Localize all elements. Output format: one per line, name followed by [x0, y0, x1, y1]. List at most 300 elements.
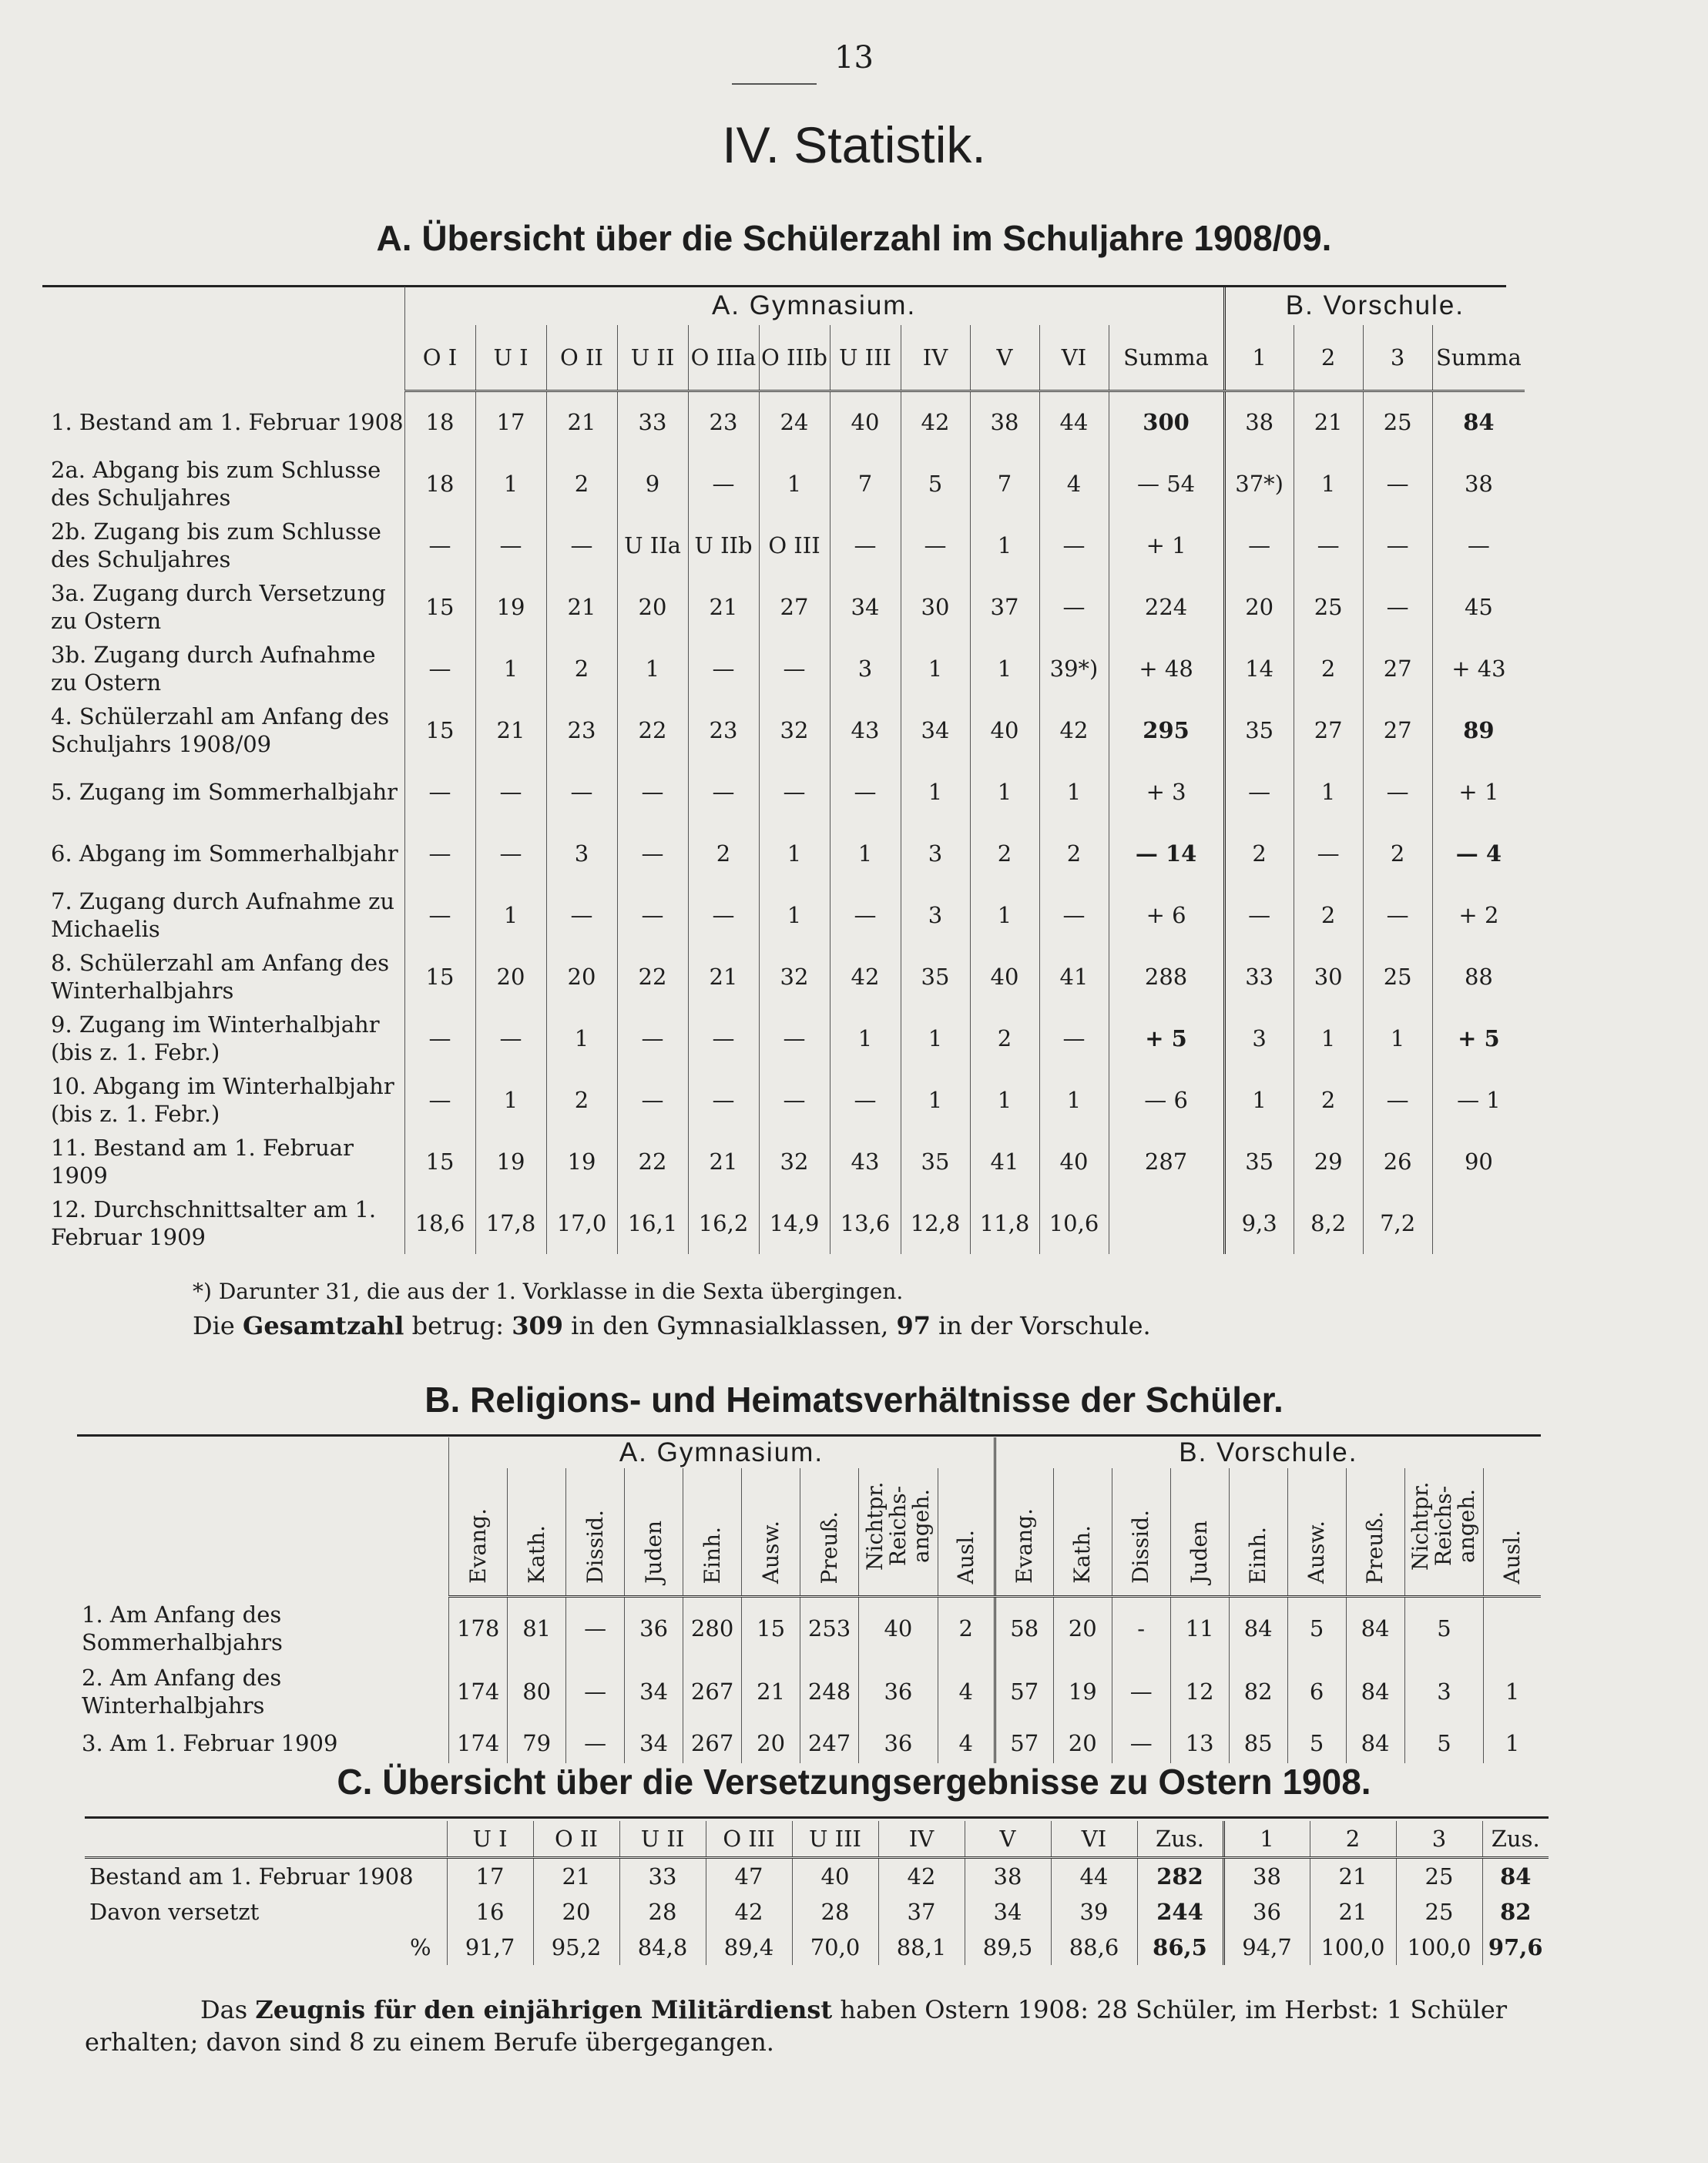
b-col-header-text: Preuß. [1362, 1511, 1388, 1584]
table-cell: — [1112, 1660, 1170, 1723]
table-cell: — [759, 761, 830, 823]
table-cell: 7,2 [1363, 1192, 1432, 1254]
table-cell: 16,2 [688, 1192, 759, 1254]
table-cell: 29 [1294, 1131, 1363, 1192]
a-col-header: Summa [1432, 325, 1525, 391]
table-cell: 267 [683, 1660, 742, 1723]
row-label: 5. Zugang im Sommerhalbjahr [51, 778, 398, 805]
table-cell: 17,0 [546, 1192, 617, 1254]
c-col-header: 1 [1223, 1821, 1310, 1858]
table-cell: 38 [1224, 391, 1294, 453]
table-cell: 18 [404, 391, 475, 453]
total-prefix: Die [193, 1311, 235, 1340]
table-cell: 1 [1484, 1723, 1541, 1763]
table-cell: 178 [449, 1597, 508, 1660]
table-cell: 40 [859, 1597, 938, 1660]
table-cell: 84 [1229, 1597, 1287, 1660]
b-col-header [625, 1468, 683, 1597]
table-cell [1484, 1597, 1541, 1660]
a-col-header: O IIIb [759, 325, 830, 391]
table-cell: 44 [1039, 391, 1109, 453]
table-cell: 21 [742, 1660, 800, 1723]
c-col-header: O II [533, 1821, 619, 1858]
table-cell: 88 [1432, 946, 1525, 1008]
table-cell: 5 [901, 453, 970, 515]
table-cell: 20 [475, 946, 546, 1008]
table-cell: — [759, 1069, 830, 1131]
table-cell: 27 [1363, 638, 1432, 699]
table-cell: 84 [1346, 1723, 1404, 1763]
table-cell: 19 [475, 576, 546, 638]
table-cell: 7 [830, 453, 901, 515]
table-cell: 36 [625, 1597, 683, 1660]
b-col-header-text: Ausl. [952, 1529, 978, 1584]
table-cell: 20 [533, 1894, 619, 1930]
table-cell: 1 [901, 761, 970, 823]
a-col-header: O II [546, 325, 617, 391]
table-cell: 17 [475, 391, 546, 453]
b-col-header-text: Dissid. [1128, 1510, 1154, 1584]
table-cell: 16,1 [617, 1192, 688, 1254]
table-cell: 7 [970, 453, 1039, 515]
table-cell: — [1224, 515, 1294, 576]
table-cell: 34 [901, 699, 970, 761]
table-cell: 2 [1224, 823, 1294, 884]
total-mid: betrug: [411, 1311, 505, 1340]
table-a-group-header [46, 287, 1525, 325]
table-cell: 39*) [1039, 638, 1109, 699]
table-row [85, 1894, 1549, 1930]
table-cell: — [404, 761, 475, 823]
b-col-header [1404, 1468, 1484, 1597]
b-col-header-text: Einh. [1245, 1526, 1271, 1584]
table-cell: — [1039, 515, 1109, 576]
table-cell: 19 [1053, 1660, 1112, 1723]
table-cell: 1 [1039, 1069, 1109, 1131]
page-heading: IV. Statistik. [722, 116, 986, 173]
table-cell: 32 [759, 946, 830, 1008]
row-label: 12. Durchschnittsalter am 1. Februar 1909 [51, 1196, 377, 1250]
table-cell: — [1039, 1008, 1109, 1069]
table-cell: 15 [404, 699, 475, 761]
table-c-column-header [85, 1821, 1549, 1858]
table-cell: 30 [1294, 946, 1363, 1008]
table-cell: 84,8 [619, 1930, 706, 1965]
table-cell: 38 [965, 1858, 1051, 1895]
table-cell: — [566, 1660, 625, 1723]
table-cell: — [1363, 453, 1432, 515]
table-cell: 57 [995, 1723, 1053, 1763]
b-col-header [1112, 1468, 1170, 1597]
a-col-header: 3 [1363, 325, 1432, 391]
table-cell: 11,8 [970, 1192, 1039, 1254]
table-cell: — [1039, 884, 1109, 946]
table-cell: 35 [901, 1131, 970, 1192]
b-col-header [859, 1468, 938, 1597]
table-cell: — [830, 884, 901, 946]
table-cell: — [1224, 761, 1294, 823]
row-label: Bestand am 1. Februar 1908 [89, 1863, 414, 1890]
row-label: 3a. Zugang durch Versetzung zu Ostern [51, 579, 386, 634]
table-cell: 100,0 [1310, 1930, 1396, 1965]
table-cell: 267 [683, 1723, 742, 1763]
row-label: 2a. Abgang bis zum Schlusse des Schuljahres [51, 456, 381, 511]
table-cell: 1 [759, 884, 830, 946]
table-cell: 1 [830, 1008, 901, 1069]
table-cell: 21 [1294, 391, 1363, 453]
table-cell: 6 [1287, 1660, 1346, 1723]
b-col-header-text: Dissid. [582, 1510, 608, 1584]
table-cell: 1 [1294, 761, 1363, 823]
closing-paragraph [85, 1994, 1564, 2058]
table-cell: 15 [742, 1597, 800, 1660]
table-cell: 288 [1109, 946, 1224, 1008]
table-cell: 34 [830, 576, 901, 638]
table-cell: 44 [1051, 1858, 1137, 1895]
table-cell: 40 [970, 946, 1039, 1008]
table-cell: 40 [792, 1858, 878, 1895]
table-cell: 25 [1396, 1858, 1482, 1895]
table-cell: 89,5 [965, 1930, 1051, 1965]
table-cell: — [617, 1008, 688, 1069]
a-col-header: V [970, 325, 1039, 391]
table-cell: — 54 [1109, 453, 1224, 515]
table-cell: 1 [970, 638, 1039, 699]
table-cell: 1 [970, 1069, 1039, 1131]
table-cell: 1 [617, 638, 688, 699]
table-cell: 1 [1484, 1660, 1541, 1723]
table-cell: 80 [508, 1660, 566, 1723]
c-col-header: Zus. [1482, 1821, 1549, 1858]
table-cell: 5 [1404, 1723, 1484, 1763]
table-cell: 57 [995, 1660, 1053, 1723]
table-row [77, 1723, 1541, 1763]
table-cell: — [617, 884, 688, 946]
table-cell: 43 [830, 699, 901, 761]
table-cell: 20 [1224, 576, 1294, 638]
section-a-title: A. Übersicht über die Schülerzahl im Schuljahre 1908/09. [376, 218, 1332, 258]
table-cell: 39 [1051, 1894, 1137, 1930]
table-cell: 2 [1363, 823, 1432, 884]
table-cell: 91,7 [447, 1930, 533, 1965]
table-cell: 20 [1053, 1723, 1112, 1763]
c-col-header: U III [792, 1821, 878, 1858]
table-cell: — [404, 1008, 475, 1069]
row-label: 2. Am Anfang des Winterhalbjahrs [82, 1664, 282, 1719]
table-cell: 35 [1224, 1131, 1294, 1192]
table-cell: 3 [830, 638, 901, 699]
table-cell: 84 [1482, 1858, 1549, 1895]
table-cell: 42 [830, 946, 901, 1008]
table-cell: 37 [970, 576, 1039, 638]
table-cell: — [617, 823, 688, 884]
table-cell: 94,7 [1223, 1930, 1310, 1965]
table-cell: 22 [617, 1131, 688, 1192]
b-col-header-text: Einh. [699, 1526, 725, 1584]
table-cell: 14 [1224, 638, 1294, 699]
table-cell: 21 [1310, 1858, 1396, 1895]
section-a-total [193, 1311, 1151, 1340]
table-cell: 2 [546, 453, 617, 515]
table-cell: 1 [475, 1069, 546, 1131]
b-col-header-text: Evang. [465, 1508, 491, 1584]
table-cell: 1 [970, 515, 1039, 576]
b-col-header [1287, 1468, 1346, 1597]
table-cell: 21 [688, 576, 759, 638]
table-cell: 20 [742, 1723, 800, 1763]
table-cell: 30 [901, 576, 970, 638]
total-vor-text: in der Vorschule. [938, 1311, 1151, 1340]
c-col-header: VI [1051, 1821, 1137, 1858]
table-cell: 15 [404, 946, 475, 1008]
table-cell: 12 [1170, 1660, 1229, 1723]
row-label: 11. Bestand am 1. Februar 1909 [51, 1134, 354, 1189]
a-col-header: Summa [1109, 325, 1224, 391]
table-cell: — [617, 1069, 688, 1131]
b-col-header-text: Kath. [523, 1525, 549, 1584]
table-cell: 2 [970, 823, 1039, 884]
row-label: 10. Abgang im Winterhalbjahr (bis z. 1. Febr.) [51, 1072, 394, 1127]
table-cell: 81 [508, 1597, 566, 1660]
table-cell: 20 [546, 946, 617, 1008]
table-cell: 58 [995, 1597, 1053, 1660]
b-col-header-text: Ausl. [1499, 1529, 1525, 1584]
b-col-header-text: Preuß. [816, 1511, 842, 1584]
table-cell: — 1 [1432, 1069, 1525, 1131]
table-cell: + 5 [1432, 1008, 1525, 1069]
table-cell: 21 [546, 391, 617, 453]
table-cell: 27 [1363, 699, 1432, 761]
table-cell: 21 [688, 1131, 759, 1192]
table-cell: 37 [878, 1894, 965, 1930]
table-cell: 25 [1396, 1894, 1482, 1930]
table-cell: 38 [970, 391, 1039, 453]
table-cell: — 4 [1432, 823, 1525, 884]
table-cell: O III [759, 515, 830, 576]
table-cell: - [1112, 1597, 1170, 1660]
table-cell: 97,6 [1482, 1930, 1549, 1965]
table-cell: 1 [901, 1069, 970, 1131]
row-label: 1. Am Anfang des Sommerhalbjahrs [82, 1601, 283, 1655]
table-cell: — [830, 1069, 901, 1131]
table-cell: 5 [1287, 1597, 1346, 1660]
table-cell: + 5 [1109, 1008, 1224, 1069]
table-cell: 300 [1109, 391, 1224, 453]
table-cell: 21 [1310, 1894, 1396, 1930]
table-cell: — [475, 1008, 546, 1069]
b-col-header-text: Evang. [1011, 1508, 1037, 1584]
table-row [85, 1930, 1549, 1965]
table-cell: 2 [546, 1069, 617, 1131]
table-cell: 25 [1294, 576, 1363, 638]
table-cell: 23 [688, 699, 759, 761]
table-cell: 295 [1109, 699, 1224, 761]
table-cell: 253 [800, 1597, 859, 1660]
table-cell: 1 [759, 453, 830, 515]
table-cell: 21 [475, 699, 546, 761]
b-col-header-text: Nichtpr. Reichs- angeh. [1408, 1481, 1480, 1571]
b-col-header [1170, 1468, 1229, 1597]
table-cell: 1 [759, 823, 830, 884]
table-cell: 33 [619, 1858, 706, 1895]
table-cell: 25 [1363, 946, 1432, 1008]
page-number-rule [732, 83, 817, 85]
b-col-header [508, 1468, 566, 1597]
table-cell: 5 [1404, 1597, 1484, 1660]
table-cell: 3 [1404, 1660, 1484, 1723]
table-cell: 1 [901, 638, 970, 699]
table-row [46, 1069, 1525, 1131]
table-cell: + 48 [1109, 638, 1224, 699]
c-col-header: O III [706, 1821, 792, 1858]
table-cell: 88,1 [878, 1930, 965, 1965]
table-cell: 3 [546, 823, 617, 884]
table-row [46, 699, 1525, 761]
table-cell: — [546, 884, 617, 946]
c-col-header: IV [878, 1821, 965, 1858]
table-cell: 12,8 [901, 1192, 970, 1254]
table-row [77, 1597, 1541, 1660]
table-cell: 34 [625, 1660, 683, 1723]
table-cell: 23 [688, 391, 759, 453]
table-cell: 2 [1294, 884, 1363, 946]
table-cell: — [1363, 515, 1432, 576]
table-cell: 14,9 [759, 1192, 830, 1254]
table-cell: 2 [1039, 823, 1109, 884]
table-cell: 47 [706, 1858, 792, 1895]
table-cell: 8,2 [1294, 1192, 1363, 1254]
table-cell: 35 [1224, 699, 1294, 761]
table-cell: 4 [938, 1723, 995, 1763]
table-cell: 26 [1363, 1131, 1432, 1192]
table-cell: 1 [970, 884, 1039, 946]
table-cell: 1 [1039, 761, 1109, 823]
total-gym: 309 [512, 1311, 563, 1340]
table-cell: 38 [1223, 1858, 1310, 1895]
table-cell: 1 [1363, 1008, 1432, 1069]
closing-prefix: Das [200, 1995, 248, 2024]
table-cell: 16 [447, 1894, 533, 1930]
gymnasium-group-label: A. Gymnasium. [404, 287, 1224, 325]
table-cell: — [566, 1723, 625, 1763]
b-col-header [566, 1468, 625, 1597]
table-cell: + 6 [1109, 884, 1224, 946]
b-col-header [1484, 1468, 1541, 1597]
row-label: 3. Am 1. Februar 1909 [82, 1729, 338, 1756]
total-bold: Gesamtzahl [243, 1311, 404, 1340]
c-col-header: Zus. [1137, 1821, 1223, 1858]
table-cell: 4 [1039, 453, 1109, 515]
table-cell: 17,8 [475, 1192, 546, 1254]
table-cell: — [688, 1008, 759, 1069]
table-cell: 33 [1224, 946, 1294, 1008]
c-col-header: U I [447, 1821, 533, 1858]
table-cell: 37*) [1224, 453, 1294, 515]
table-cell: — [404, 638, 475, 699]
table-cell: 10,6 [1039, 1192, 1109, 1254]
table-cell: 13,6 [830, 1192, 901, 1254]
table-cell: — [1294, 823, 1363, 884]
a-col-header: IV [901, 325, 970, 391]
table-cell: 36 [859, 1660, 938, 1723]
table-cell: 28 [619, 1894, 706, 1930]
table-cell: 21 [546, 576, 617, 638]
table-row [46, 946, 1525, 1008]
table-cell: 22 [617, 946, 688, 1008]
table-cell: — [566, 1597, 625, 1660]
table-row [77, 1660, 1541, 1723]
table-cell: 15 [404, 1131, 475, 1192]
section-c-top-rule [85, 1816, 1549, 1819]
b-col-header [742, 1468, 800, 1597]
table-cell: + 3 [1109, 761, 1224, 823]
table-cell: 90 [1432, 1131, 1525, 1192]
table-cell: 86,5 [1137, 1930, 1223, 1965]
table-cell: — [1363, 884, 1432, 946]
table-cell: 32 [759, 1131, 830, 1192]
table-cell: — [1294, 515, 1363, 576]
table-cell: — [404, 515, 475, 576]
table-cell: 2 [1294, 638, 1363, 699]
table-cell: 95,2 [533, 1930, 619, 1965]
page-number: 13 [834, 40, 874, 75]
table-row [46, 515, 1525, 576]
table-cell: — [404, 884, 475, 946]
row-label: 6. Abgang im Sommerhalbjahr [51, 840, 398, 867]
row-label: 2b. Zugang bis zum Schlusse des Schuljahres [51, 518, 381, 572]
table-cell: 1 [970, 761, 1039, 823]
table-cell: + 2 [1432, 884, 1525, 946]
b-col-header [800, 1468, 859, 1597]
table-cell: 42 [901, 391, 970, 453]
table-cell: — [830, 761, 901, 823]
table-cell: 18,6 [404, 1192, 475, 1254]
b-gymnasium-group-label: A. Gymnasium. [449, 1437, 995, 1468]
table-cell: 40 [1039, 1131, 1109, 1192]
table-cell: 42 [878, 1858, 965, 1895]
table-cell: — [1363, 576, 1432, 638]
table-cell: 282 [1137, 1858, 1223, 1895]
row-label: 4. Schülerzahl am Anfang des Schuljahrs 1908/09 [51, 703, 390, 757]
table-row [46, 1131, 1525, 1192]
table-cell: — [688, 1069, 759, 1131]
table-cell: 224 [1109, 576, 1224, 638]
table-cell: 5 [1287, 1723, 1346, 1763]
row-label: 9. Zugang im Winterhalbjahr (bis z. 1. Febr.) [51, 1011, 380, 1065]
table-cell: 25 [1363, 391, 1432, 453]
table-cell: — [1112, 1723, 1170, 1763]
closing-bold: Zeugnis für den einjährigen Militärdienst [255, 1995, 833, 2024]
table-row [46, 761, 1525, 823]
b-col-header-text: Ausw. [1304, 1520, 1330, 1584]
table-cell: 40 [830, 391, 901, 453]
table-cell: — [1224, 884, 1294, 946]
table-cell: 100,0 [1396, 1930, 1482, 1965]
table-cell: 1 [1224, 1069, 1294, 1131]
a-col-header: U II [617, 325, 688, 391]
table-row [46, 576, 1525, 638]
table-cell: — [759, 638, 830, 699]
table-b-group-header [77, 1437, 1541, 1468]
row-label: 8. Schülerzahl am Anfang des Winterhalbjahrs [51, 949, 390, 1004]
table-cell: 82 [1229, 1660, 1287, 1723]
a-col-header: U III [830, 325, 901, 391]
b-col-header-text: Kath. [1069, 1525, 1096, 1584]
table-cell: 2 [938, 1597, 995, 1660]
table-cell: 84 [1432, 391, 1525, 453]
table-cell: + 1 [1109, 515, 1224, 576]
table-cell: 2 [1294, 1069, 1363, 1131]
